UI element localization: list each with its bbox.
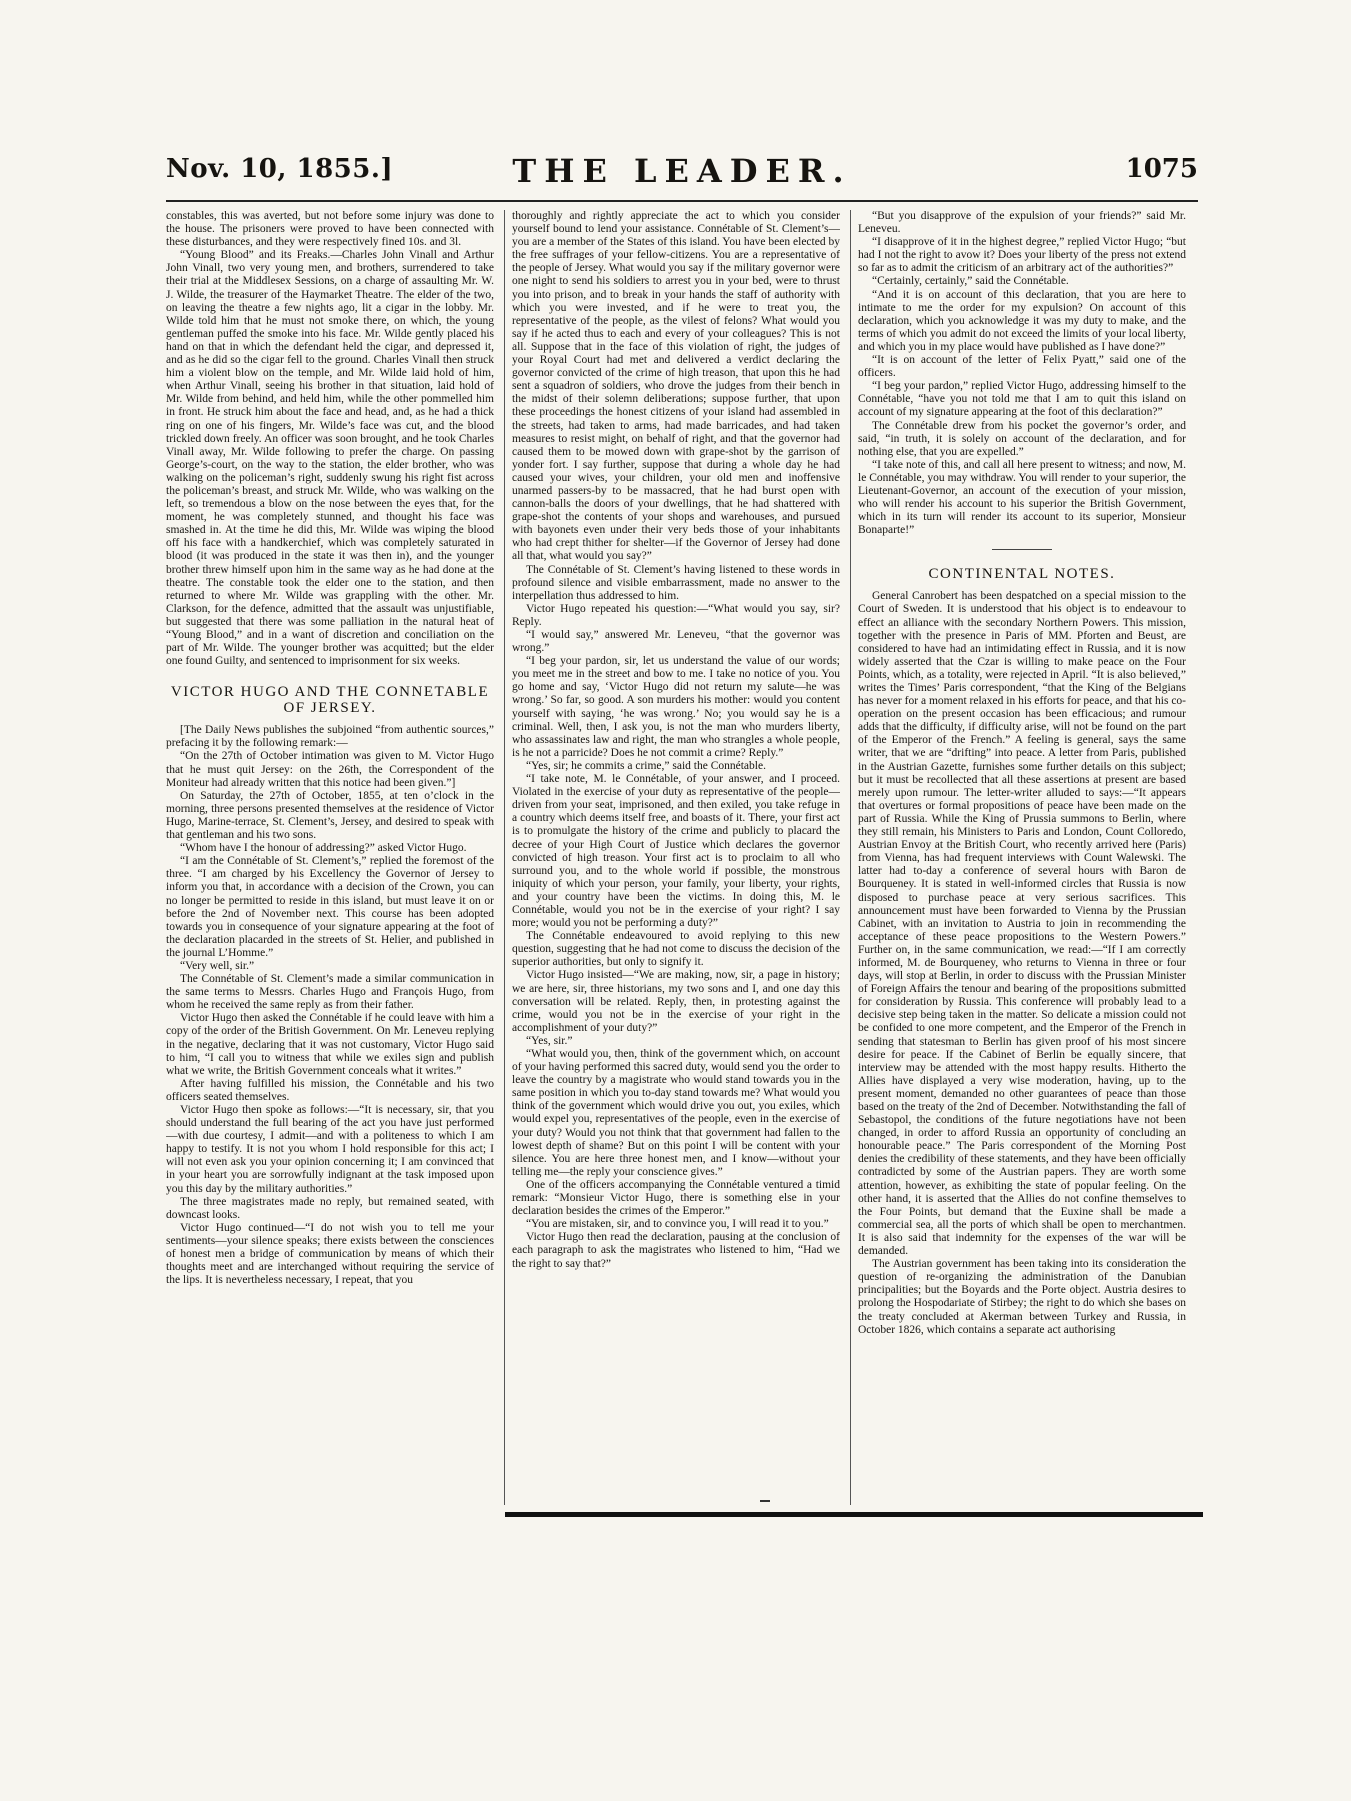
publication-title: THE LEADER. (512, 152, 852, 190)
article-paragraph: constables, this was averted, but not before some injury was done to the house. The prisoners were proved to have been connected with these disturbances, and they were respectively fined 10s. and 3l. (166, 210, 494, 249)
article-paragraph: “Whom have I the honour of addressing?” asked Victor Hugo. (180, 842, 467, 855)
page-number: 1075 (1125, 154, 1198, 184)
article-paragraph: “I beg your pardon, sir, let us understand the value of our words; you meet me in the street and bow to me. I take no notice of you. You go home and say, ‘Victor Hugo did not return my salute—he was wrong.’ So far, so good. A son murders his mother: would you content yourself with saying, ‘he was wrong.’ No; you would say he is a criminal. Well, then, I ask you, is not the man who murders liberty, who assassinates law and right, the man who strangles a whole people, is he not a parricide? Does he not commit a crime? Reply.” (512, 655, 840, 759)
article-paragraph: “Yes, sir.” (526, 1034, 573, 1047)
article-paragraph: “You are mistaken, sir, and to convince you, I will read it to you.” (526, 1218, 829, 1231)
article-paragraph: “Certainly, certainly,” said the Connétable. (872, 275, 1069, 288)
article-paragraph: thoroughly and rightly appreciate the act to which you consider yourself bound to lend your assistance. Connétable of St. Clement’s—you are a member of the States of this island. You have been elected by the free suffrages of your fellow-citizens. You are a representative of the people of Jersey. What would you say if the military governor were one night to send his soldiers to arrest you in your bed, were to thrust you into prison, and to break in your hands the staff of authority with which you were invested, and if he were to treat you, the representative of the people, as the vilest of felons? What would you say if he acted thus to each and every of your colleagues? This is not all. Suppose that in the face of this violation of right, the judges of your Royal Court had met and delivered a verdict declaring the governor convicted of the crime of high treason, that upon this he had sent a squadron of soldiers, who drove the judges from their bench in the midst of their solemn deliberations; suppose further, that upon these proceedings the honest citizens of your island had assembled in the streets, had taken to arms, had made barricades, and had taken measures to resist might, on behalf of right, and that the governor had caused them to be mowed down with grape-shot by the garrison of yonder fort. I say further, suppose that during a whole day he had caused your wives, your children, your old men and inoffensive unarmed passers-by to be massacred, that he had burst open with cannon-balls the doors of your dwellings, that he had shattered with grape-shot the contents of your shops and warehouses, and pursued with bayonets even under their very beds those of your inhabitants who had crept thither for shelter—if the Governor of Jersey had done all that, what would you say?” (512, 210, 840, 563)
column-3 (858, 210, 1186, 1510)
article-paragraph: “But you disapprove of the expulsion of your friends?” said Mr. Leneveu. (858, 210, 1186, 236)
article-paragraph: The Connétable drew from his pocket the governor’s order, and said, “in truth, it is solely on account of the declaration, and for nothing else, that you are expelled.” (858, 419, 1186, 458)
article-paragraph: [The Daily News publishes the subjoined “from authentic sources,” prefacing it by the following remark:— (166, 724, 494, 750)
article-paragraph: “I beg your pardon,” replied Victor Hugo, addressing himself to the Connétable, “have you not told me that I am to quit this island on account of my signature appearing at the foot of this declaration?” (858, 380, 1186, 419)
article-paragraph: One of the officers accompanying the Connétable ventured a timid remark: “Monsieur Victor Hugo, there is something else in your declaration besides the crimes of the Emperor.” (512, 1178, 840, 1218)
article-paragraph: “I take note, M. le Connétable, of your answer, and I proceed. Violated in the exercise of your duty as representative of the people—driven from your seat, imprisoned, and then exiled, you take refuge in a country which deems itself free, and boasts of it. There, your first act is to promulgate the history of the crime and publicly to placard the decree of your High Court of Justice which declares the governor convicted of high treason. Your first act is to proclaim to all who surround you, and to the whole world if possible, the monstrous iniquity of which your person, your family, your liberty, your rights, and your country have been the victims. In doing this, M. le Connétable, would you not be in the exercise of your right? I say more; would you not be performing a duty?” (512, 773, 840, 930)
issue-date: Nov. 10, 1855.] (166, 154, 394, 184)
column-1 (166, 210, 494, 1510)
article-paragraph: “Yes, sir; he commits a crime,” said the Connétable. (526, 759, 766, 772)
article-paragraph: “Young Blood” and its Freaks.—Charles John Vinall and Arthur John Vinall, two very young men, and brothers, surrendered to take their trial at the Middlesex Sessions, on a charge of assaulting Mr. W. J. Wilde, the treasurer of the Haymarket Theatre. The elder of the two, on leaving the theatre a few nights ago, lit a cigar in the lobby. Mr. Wilde told him that he must not smoke there, on which, the young gentleman puffed the smoke into his face. Mr. Wilde gently placed his hand on that in which the defendant held the cigar, and depressed it, and as he did so the cigar fell to the ground. Charles Vinall then struck him a violent blow on the temple, and Mr. Wilde laid hold of him, when Arthur Vinall, seeing his brother in that situation, laid hold of Mr. Wilde from behind, and held him, while the other pommelled him in front. He struck him about the face and head, and, as he had a thick ring on one of his fingers, Mr. Wilde’s face was cut, and the blood trickled down freely. An officer was soon brought, and he took Charles Vinall away, Mr. Wilde following to prefer the charge. On passing George’s-court, on the way to the station, the elder brother, who was walking on the policeman’s right, suddenly swung his right fist across the policeman’s breast, and struck Mr. Wilde, who was walking on the left, so tremendous a blow on the nose between the eyes that, for the moment, he was completely stunned, and thought his face was smashed in. At the time he did this, Mr. Wilde was wiping the blood off his face with a handkerchief, which was completely saturated in blood (it was produced in the state it was then in), and the younger brother threw himself upon him in the same way as he had done at the theatre. The constable took the elder one to the station, and then returned to where Mr. Wilde was grappling with the other. Mr. Clarkson, for the defence, admitted that the assault was unjustifiable, but suggested that there was some palliation in the natural heat of “Young Blood,” and in a want of discretion and conciliation on the part of Mr. Wilde. The younger brother was acquitted; but the elder one found Guilty, and sentenced to imprisonment for six weeks. (166, 249, 494, 668)
printer-mark (760, 1500, 770, 1502)
article-paragraph: Victor Hugo then read the declaration, pausing at the conclusion of each paragraph to ask the magistrates who listened to him, “Had we the right to say that?” (512, 1231, 840, 1270)
article-paragraph: “What would you, then, think of the government which, on account of your having performed this sacred duty, would send you the order to leave the country by a magistrate who would stand towards you in the same position in which you to-day stand towards me? What would you think of the government which would drive you out, you exiles, which would expel you, representatives of the people, even in the exercise of your duty? Would you not think that that government had fallen to the lowest depth of shame? But on this point I will be content with your silence. You are here three honest men, and I know—without your telling me—the reply your conscience gives.” (512, 1048, 840, 1178)
section-title: VICTOR HUGO AND THE CONNETABLE OF JERSEY. (170, 684, 490, 717)
masthead-rule (166, 200, 1198, 202)
article-paragraph: The Austrian government has been taking into its consideration the question of re-organizing the administration of the Danubian principalities; but the Boyards and the Porte object. Austria desires to prolong the Hospodariate of Stirbey; the right to do which she bases on the treaty concluded at Akerman between Turkey and Russia, in October 1826, which contains a separate act authorising (858, 1258, 1186, 1336)
article-paragraph: Victor Hugo then asked the Connétable if he could leave with him a copy of the order of the British Government. On Mr. Leneveu replying in the negative, declaring that it was not customary, Victor Hugo said to him, “I call you to witness that while we exiles sign and publish what we write, the British Government conceals what it writes.” (166, 1012, 494, 1077)
article-paragraph: Victor Hugo then spoke as follows:—“It is necessary, sir, that you should understand the full bearing of the act you have just performed—with due courtesy, I admit—and with a politeness to which I am happy to testify. It is not you whom I hold responsible for this act; I will not even ask you your opinion concerning it; I am convinced that in your heart you are sorrowfully indignant at the task imposed upon you this day by the military authorities.” (166, 1104, 494, 1195)
article-paragraph: The Connétable endeavoured to avoid replying to this new question, suggesting that he had not come to discuss the decision of the superior authorities, but only to signify it. (512, 930, 840, 969)
column-2 (512, 210, 840, 1510)
article-paragraph: General Canrobert has been despatched on a special mission to the Court of Sweden. It is understood that his object is to endeavour to effect an alliance with the secondary Northern Powers. This mission, together with the presence in Paris of MM. Pforten and Beust, are considered to have had an intimidating effect in Russia, and it is now widely asserted that the Czar is willing to make peace on the Four Points, which, as a totality, were rejected in April. “It is also believed,” writes the Times’ Paris correspondent, “that the King of the Belgians has never for a moment relaxed in his efforts for peace, and that his co-operation on the present occasion has been efficacious; and rumour adds that the difficulty, if difficulty arise, will not be found on the part of the Emperor of the French.” A feeling is general, says the same writer, that we are “drifting” into peace. A letter from Paris, published in the Austrian Gazette, furnishes some further details on this subject; but it must be recollected that all these assertions at present are based merely upon rumour. The letter-writer alluded to says:—“It appears that overtures or formal propositions of peace have been made on the part of Russia. While the King of Prussia summons to Berlin, where they still remain, his Ministers to Paris and London, Count Colloredo, Austrian Envoy at the British Court, who recently arrived here (Paris) from Vienna, has had frequent interviews with Count Walewski. The latter had to-day a conference of several hours with Baron de Bourqueney. It is stated in well-informed circles that Russia is now disposed to purchase peace at very serious sacrifices. This announcement must have been forwarded to Vienna by the Prussian Cabinet, with an invitation to Austria to join in recommending the acceptance of these peace propositions to the Western Powers.” Further on, in the same communication, we read:—“If I am correctly informed, M. de Bourqueney, who returns to Vienna in three or four days, will stop at Berlin, in order to discuss with the Prussian Minister of Foreign Affairs the tenour and bearing of the propositions submitted for consideration by Russia. This conference will probably lead to a decisive step being taken in the matter. So delicate a mission could not be confided to one more competent, and the Emperor of the French in sending that statesman to Berlin has given proof of his most sincere desire for peace. If the Cabinet of Berlin be equally sincere, that interview may be attended with the most happy results. Hitherto the Allies have displayed a very wise moderation, having, up to the present moment, demanded no other guarantees of peace than those based on the treaty of the 2nd of December. Notwithstanding the fall of Sebastopol, the conditions of the future negotiations have not been changed, in order to afford Russia an opportunity of concluding an honourable peace.” The Paris correspondent of the Morning Post denies the credibility of these statements, and they have been officially contradicted by some of the Austrian papers. They are worth some attention, however, as exhibiting the state of popular feeling. On the other hand, it is asserted that the Allies do not confine themselves to the Four Points, but demand that the Euxine shall be made a commercial sea, all the ports of which shall be open to merchantmen. It is also said that indemnity for the expenses of the war will be demanded. (858, 590, 1186, 1258)
section-separator (992, 549, 1052, 550)
section-title: CONTINENTAL NOTES. (928, 566, 1116, 583)
article-paragraph: Victor Hugo insisted—“We are making, now, sir, a page in history; we are here, sir, three historians, my two sons and I, and one day this conversation will be related. Reply, then, in protesting against the crime, would you not be in the exercise of your right in the accomplishment of your duty?” (512, 969, 840, 1034)
column-divider (504, 210, 505, 1505)
article-paragraph: “On the 27th of October intimation was given to M. Victor Hugo that he must quit Jersey: on the 26th, the Correspondent of the Moniteur had already written that this notice had been given.”] (166, 750, 494, 789)
bottom-rule (505, 1512, 1203, 1517)
article-paragraph: “Very well, sir.” (180, 959, 255, 972)
article-paragraph: “I am the Connétable of St. Clement’s,” replied the foremost of the three. “I am charged by his Excellency the Governor of Jersey to inform you that, in accordance with a decision of the Crown, you can no longer be permitted to reside in this island, but must leave it on or before the 2nd of November next. This course has been adopted towards you in consequence of your signature appearing at the foot of the declaration placarded in the streets of St. Helier, and published in the journal L’Homme.” (166, 855, 494, 959)
article-paragraph: “And it is on account of this declaration, that you are here to intimate to me the order for my expulsion? On account of this declaration, which you acknowledge it was my duty to make, and the terms of which you admit do not exceed the limits of your local liberty, and which you in my place would have published as I have done?” (858, 288, 1186, 353)
column-divider (850, 210, 851, 1505)
article-paragraph: Victor Hugo repeated his question:—“What would you say, sir? Reply. (512, 602, 840, 628)
article-paragraph: The Connétable of St. Clement’s made a similar communication in the same terms to Messrs. Charles Hugo and François Hugo, from whom he received the same reply as from their father. (166, 973, 494, 1012)
article-paragraph: The three magistrates made no reply, but remained seated, with downcast looks. (166, 1195, 494, 1221)
article-paragraph: “I disapprove of it in the highest degree,” replied Victor Hugo; “but had I not the right to avow it? Does your liberty of the press not extend so far as to admit the criticism of an arbitrary act of the authorities?” (858, 236, 1186, 275)
article-paragraph: The Connétable of St. Clement’s having listened to these words in profound silence and visible embarrassment, made no answer to the interpellation thus addressed to him. (512, 563, 840, 602)
masthead (166, 146, 1198, 190)
article-paragraph: “I take note of this, and call all here present to witness; and now, M. le Connétable, you may withdraw. You will render to your superior, the Lieutenant-Governor, an account of the execution of your mission, who will render his account to his superior the British Government, which in its turn will render its account to its superior, Monsieur Bonaparte!” (858, 458, 1186, 537)
article-paragraph: Victor Hugo continued—“I do not wish you to tell me your sentiments—your silence speaks; there exists between the consciences of honest men a bridge of communication by means of which their thoughts meet and are interchanged without requiring the service of the lips. It is nevertheless necessary, I repeat, that you (166, 1221, 494, 1287)
article-paragraph: “It is on account of the letter of Felix Pyatt,” said one of the officers. (858, 354, 1186, 380)
article-paragraph: After having fulfilled his mission, the Connétable and his two officers seated themselves. (166, 1077, 494, 1103)
article-paragraph: “I would say,” answered Mr. Leneveu, “that the governor was wrong.” (512, 629, 840, 655)
article-paragraph: On Saturday, the 27th of October, 1855, at ten o’clock in the morning, three persons presented themselves at the residence of Victor Hugo, Marine-terrace, St. Clement’s, Jersey, and desired to speak with that gentleman and his two sons. (166, 789, 494, 842)
